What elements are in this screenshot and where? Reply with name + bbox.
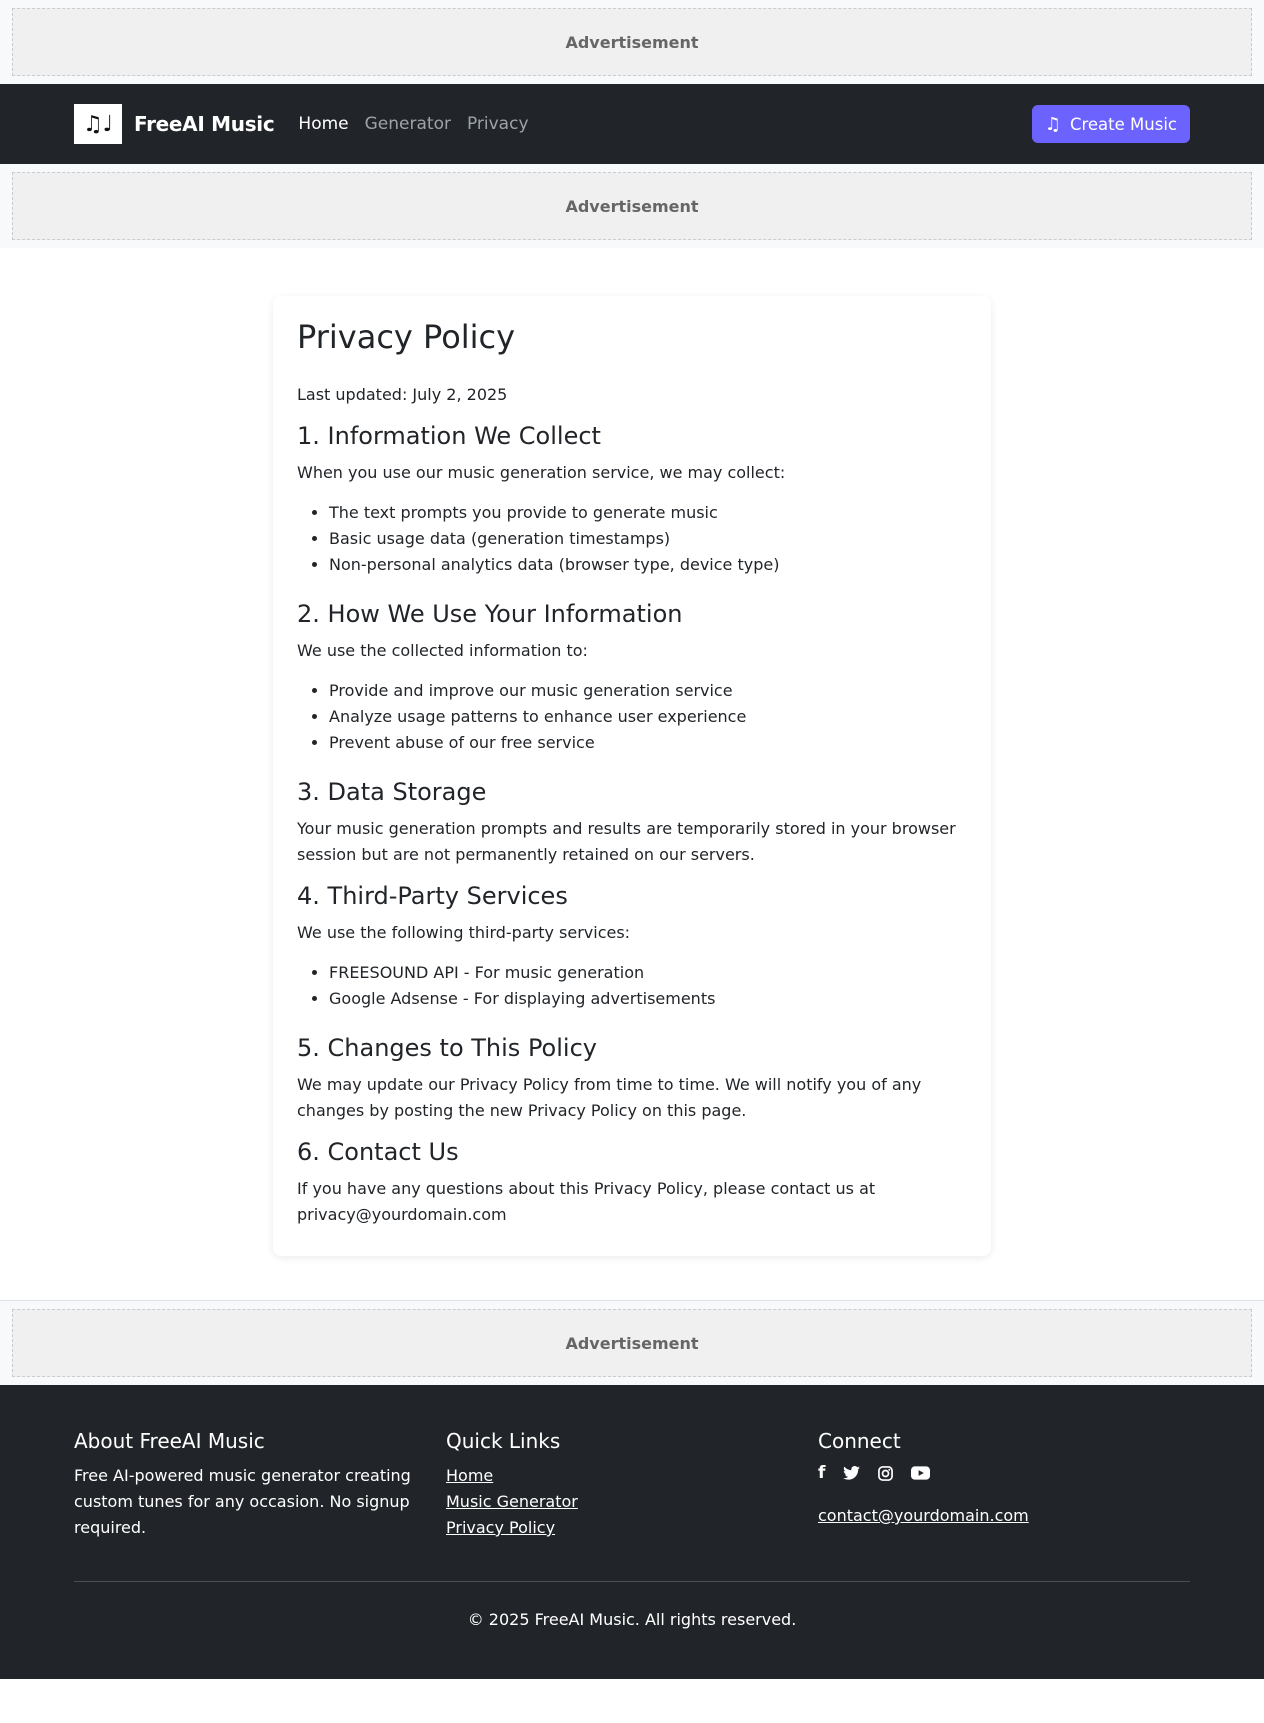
section-intro: We may update our Privacy Policy from time to time. We will notify you of any changes by posting the new Privacy Policy on this page.: [297, 1075, 922, 1120]
section-intro: When you use our music generation service, we may collect:: [297, 463, 786, 482]
list-item: • Analyze usage patterns to enhance user experience: [329, 704, 967, 730]
brand-name: FreeAI Music: [134, 112, 275, 136]
policy-section-information: [297, 422, 967, 578]
footer-columns: [74, 1429, 1190, 1541]
list-item: • FREESOUND API - For music generation: [329, 960, 967, 986]
footer-link-music-generator[interactable]: Music Generator: [446, 1492, 578, 1511]
list-item: • Non-personal analytics data (browser type, device type): [329, 552, 967, 578]
advertisement-banner[interactable]: Advertisement: [12, 172, 1252, 240]
youtube-icon[interactable]: [911, 1466, 930, 1480]
list-item: • Basic usage data (generation timestamps): [329, 526, 967, 552]
footer-about-text: Free AI-powered music generator creating custom tunes for any occasion. No signup required.: [74, 1466, 411, 1537]
nav-link-generator[interactable]: Generator: [364, 114, 451, 134]
footer-contact-email[interactable]: contact@yourdomain.com: [818, 1506, 1029, 1525]
policy-section-storage: [297, 778, 967, 868]
policy-section-third-party: [297, 882, 967, 1012]
list-item: • The text prompts you provide to generate music: [329, 500, 967, 526]
section-list: [329, 960, 967, 1012]
section-heading: 6. Contact Us: [297, 1138, 459, 1166]
below-nav-ad-container: [0, 164, 1264, 248]
policy-section-changes: [297, 1034, 967, 1124]
music-notes-icon: ♫♩: [74, 104, 122, 144]
footer: [0, 1385, 1264, 1679]
social-icons: [818, 1463, 1190, 1483]
footer-quick-links: [446, 1429, 818, 1541]
main-content: [0, 248, 1264, 1300]
footer-about: [74, 1429, 446, 1541]
section-intro: We use the following third-party services:: [297, 923, 631, 942]
list-item: • Google Adsense - For displaying advertisements: [329, 986, 967, 1012]
section-heading: 1. Information We Collect: [297, 422, 601, 450]
footer-divider: [74, 1581, 1190, 1582]
section-intro: If you have any questions about this Privacy Policy, please contact us at privacy@yourdomain.com: [297, 1179, 876, 1224]
footer-connect-heading: Connect: [818, 1429, 901, 1453]
policy-section-usage: [297, 600, 967, 756]
last-updated: Last updated: July 2, 2025: [297, 385, 508, 404]
footer-link-home[interactable]: Home: [446, 1466, 494, 1485]
create-music-label: Create Music: [1069, 114, 1177, 134]
footer-about-heading: About FreeAI Music: [74, 1429, 265, 1453]
footer-connect: [818, 1429, 1190, 1541]
top-ad-container: [0, 0, 1264, 84]
nav-link-home[interactable]: Home: [298, 114, 349, 134]
footer-links-heading: Quick Links: [446, 1429, 561, 1453]
list-item: • Prevent abuse of our free service: [329, 730, 967, 756]
facebook-icon[interactable]: f: [818, 1463, 826, 1483]
nav-links: [298, 114, 544, 134]
navbar: [0, 84, 1264, 164]
section-intro: We use the collected information to:: [297, 641, 588, 660]
instagram-icon[interactable]: [878, 1466, 893, 1481]
page-title: Privacy Policy: [297, 318, 516, 356]
create-music-button[interactable]: [1032, 105, 1190, 143]
music-note-icon: ♫: [1044, 113, 1061, 135]
section-heading: 2. How We Use Your Information: [297, 600, 683, 628]
section-list: [329, 678, 967, 756]
bottom-ad-container: [0, 1300, 1264, 1385]
section-heading: 5. Changes to This Policy: [297, 1034, 597, 1062]
privacy-policy-card: [273, 296, 991, 1256]
advertisement-banner[interactable]: Advertisement: [12, 1309, 1252, 1377]
section-list: [329, 500, 967, 578]
list-item: • Provide and improve our music generation service: [329, 678, 967, 704]
section-heading: 4. Third-Party Services: [297, 882, 568, 910]
copyright: © 2025 FreeAI Music. All rights reserved.: [467, 1610, 797, 1629]
section-intro: Your music generation prompts and results are temporarily stored in your browser session but are not permanently retained on our servers.: [297, 819, 956, 864]
advertisement-banner[interactable]: Advertisement: [12, 8, 1252, 76]
section-heading: 3. Data Storage: [297, 778, 487, 806]
brand[interactable]: [74, 104, 274, 144]
footer-link-privacy-policy[interactable]: Privacy Policy: [446, 1518, 556, 1537]
twitter-icon[interactable]: [843, 1466, 860, 1480]
nav-link-privacy[interactable]: Privacy: [466, 114, 529, 134]
policy-section-contact: [297, 1138, 967, 1228]
